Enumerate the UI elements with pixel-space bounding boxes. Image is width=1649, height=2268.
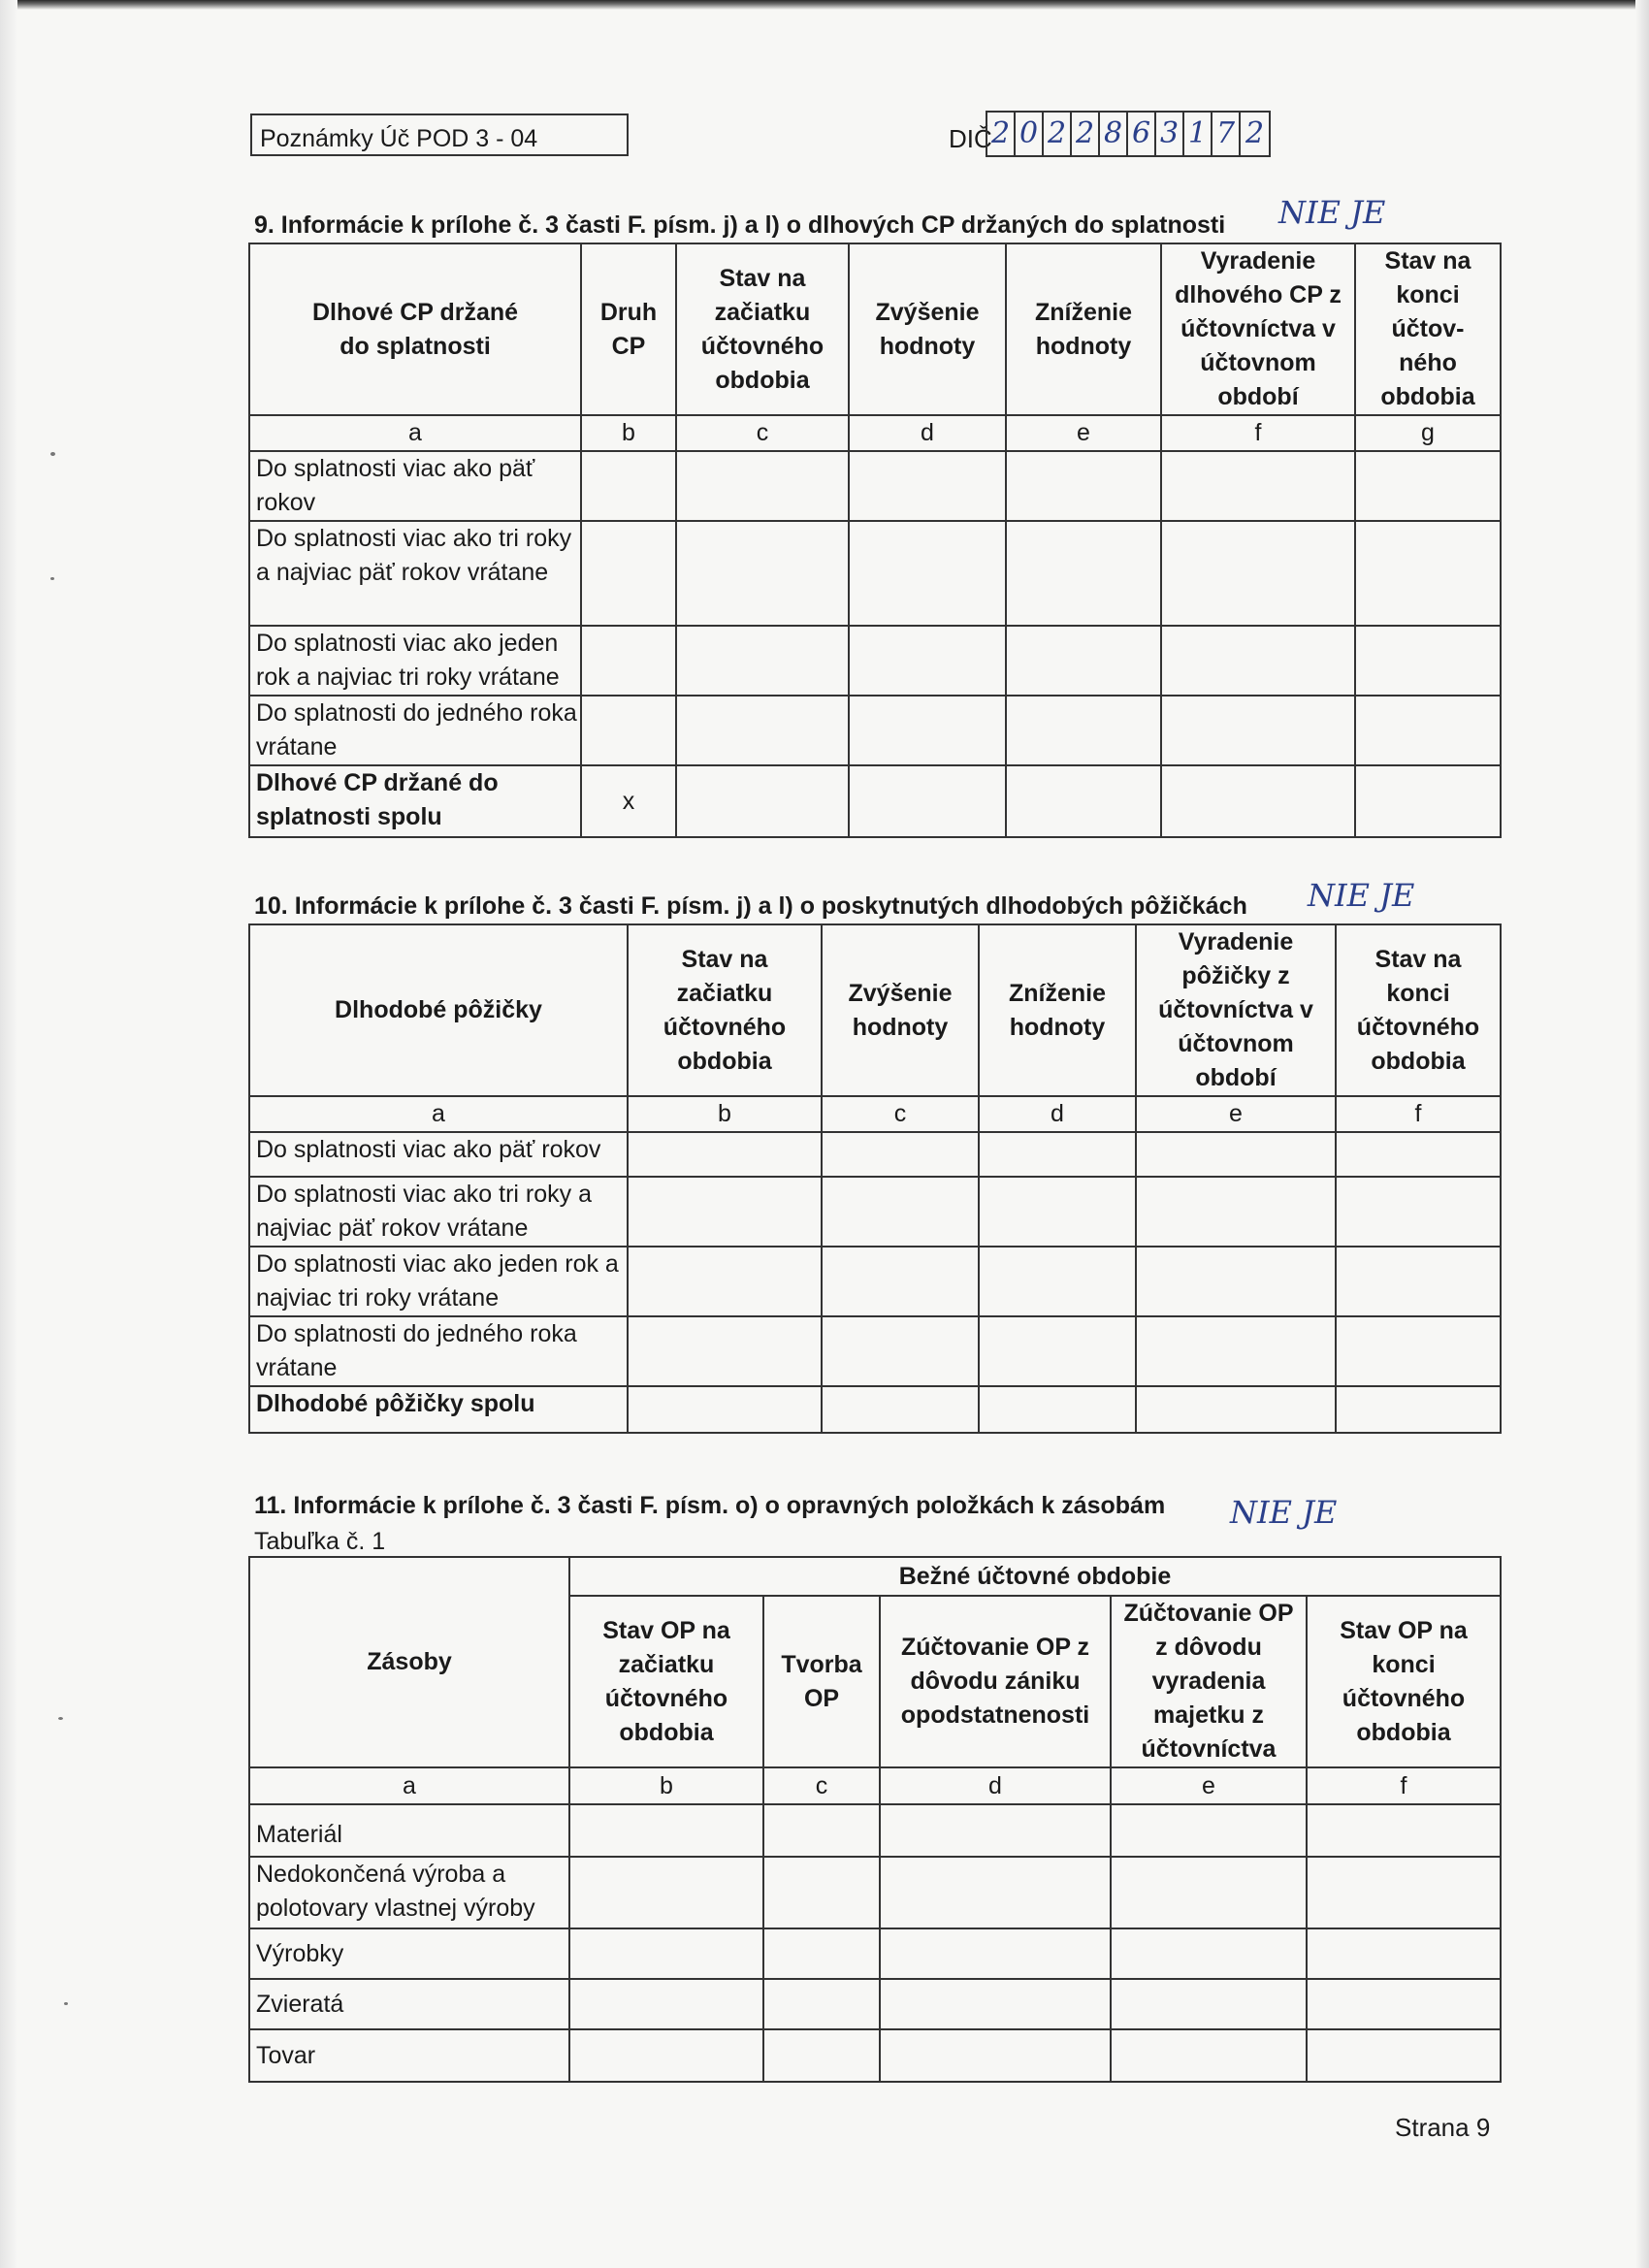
page-number: Strana 9 <box>1395 2113 1491 2142</box>
col-letter: d <box>849 415 1006 451</box>
col-letter: f <box>1336 1096 1501 1132</box>
col-header: Dlhové CP držané do splatnosti <box>249 243 581 415</box>
scan-edge <box>0 0 1649 10</box>
row-total: Dlhodobé pôžičky spolu <box>249 1386 628 1433</box>
row-label: Výrobky <box>249 1928 569 1979</box>
dic-label: DIČ <box>949 124 992 153</box>
scan-speck <box>58 1717 63 1720</box>
dic-digit: 2 <box>987 113 1016 155</box>
dic-digit: 8 <box>1100 113 1128 155</box>
total-mark: x <box>581 765 676 837</box>
scan-edge <box>0 0 17 2268</box>
col-letter: b <box>581 415 676 451</box>
row-label: Do splatnosti viac ako tri roky a najviac päť rokov vrátane <box>249 521 581 626</box>
col-header: Vyradenie pôžičky z účtovníctva v účtovnom období <box>1136 924 1336 1096</box>
section10-handwritten-note: NIE JE <box>1308 877 1415 914</box>
scan-speck <box>50 452 55 456</box>
section9-handwritten-note: NIE JE <box>1278 194 1386 231</box>
dic-digit: 6 <box>1128 113 1156 155</box>
col-letter: e <box>1136 1096 1336 1132</box>
row-label: Do splatnosti viac ako jeden rok a najviac tri roky vrátane <box>249 626 581 696</box>
row-label: Do splatnosti do jedného roka vrátane <box>249 696 581 765</box>
col-header: Zníženie hodnoty <box>1006 243 1161 415</box>
dic-digit: 0 <box>1016 113 1044 155</box>
col-letter: b <box>628 1096 822 1132</box>
row-label: Do splatnosti viac ako jeden rok a najviac tri roky vrátane <box>249 1247 628 1316</box>
section9-table <box>248 243 1502 838</box>
row-total: Dlhové CP držané do splatnosti spolu <box>249 765 581 837</box>
col-header: Stav na začiatku účtovného obdobia <box>628 924 822 1096</box>
col-header: Tvorba OP <box>763 1596 880 1767</box>
row-label: Materiál <box>249 1804 569 1857</box>
scan-edge <box>1635 0 1649 2268</box>
col-letter: d <box>880 1767 1111 1804</box>
col-header: Stav na konci účtovného obdobia <box>1336 924 1501 1096</box>
col-header: Dlhodobé pôžičky <box>249 924 628 1096</box>
row-label: Nedokončená výroba a polotovary vlastnej výroby <box>249 1857 569 1928</box>
col-header: Zvýšenie hodnoty <box>849 243 1006 415</box>
col-header: Zúčtovanie OP z dôvodu vyradenia majetku z účtovníctva <box>1111 1596 1307 1767</box>
col-letter: a <box>249 415 581 451</box>
section11-handwritten-note: NIE JE <box>1230 1494 1338 1531</box>
col-header: Druh CP <box>581 243 676 415</box>
col-letter: a <box>249 1767 569 1804</box>
col-header: Vyradenie dlhového CP z účtovníctva v účtovnom období <box>1161 243 1355 415</box>
col-letter: e <box>1006 415 1161 451</box>
col-header: Stav na konci účtov-ného obdobia <box>1355 243 1501 415</box>
col-header: Zníženie hodnoty <box>979 924 1136 1096</box>
col-letter: e <box>1111 1767 1307 1804</box>
scan-speck <box>50 577 54 580</box>
dic-boxes <box>986 111 1271 157</box>
dic-digit: 3 <box>1156 113 1184 155</box>
col-letter: g <box>1355 415 1501 451</box>
col-letter: c <box>763 1767 880 1804</box>
col-letter: c <box>676 415 849 451</box>
row-label: Do splatnosti viac ako päť rokov <box>249 1132 628 1177</box>
col-letter: b <box>569 1767 763 1804</box>
col-letter: d <box>979 1096 1136 1132</box>
col-letter: c <box>822 1096 979 1132</box>
col-letter: a <box>249 1096 628 1132</box>
group-header: Bežné účtovné obdobie <box>569 1557 1501 1596</box>
col-header: Stav OP na konci účtovného obdobia <box>1307 1596 1501 1767</box>
row-label: Do splatnosti viac ako päť rokov <box>249 451 581 521</box>
section10-table <box>248 923 1502 1434</box>
col-letter: f <box>1307 1767 1501 1804</box>
row-label: Zvieratá <box>249 1979 569 2029</box>
form-label: Poznámky Úč POD 3 - 04 <box>250 113 629 156</box>
row-label: Do splatnosti do jedného roka vrátane <box>249 1316 628 1386</box>
col-header: Zvýšenie hodnoty <box>822 924 979 1096</box>
row-label: Do splatnosti viac ako tri roky a najviac päť rokov vrátane <box>249 1177 628 1247</box>
col-header: Zúčtovanie OP z dôvodu zániku opodstatnenosti <box>880 1596 1111 1767</box>
col-header: Stav OP na začiatku účtovného obdobia <box>569 1596 763 1767</box>
col-header: Stav na začiatku účtovného obdobia <box>676 243 849 415</box>
col-header: Zásoby <box>249 1557 569 1767</box>
col-letter: f <box>1161 415 1355 451</box>
section9-title: 9. Informácie k prílohe č. 3 časti F. písm. j) a l) o dlhových CP držaných do splatnosti <box>254 211 1226 239</box>
scan-speck <box>64 2002 68 2005</box>
dic-digit: 1 <box>1184 113 1212 155</box>
dic-digit: 2 <box>1044 113 1072 155</box>
dic-digit: 7 <box>1212 113 1241 155</box>
row-label: Tovar <box>249 2029 569 2082</box>
section11-table <box>248 1556 1502 2083</box>
dic-digit: 2 <box>1245 116 1265 150</box>
dic-digit: 2 <box>1072 113 1100 155</box>
section11-subtitle: Tabuľka č. 1 <box>254 1528 386 1555</box>
section10-title: 10. Informácie k prílohe č. 3 časti F. písm. j) a l) o poskytnutých dlhodobých pôžičkách <box>254 892 1247 920</box>
section11-title: 11. Informácie k prílohe č. 3 časti F. písm. o) o opravných položkách k zásobám <box>254 1492 1166 1519</box>
